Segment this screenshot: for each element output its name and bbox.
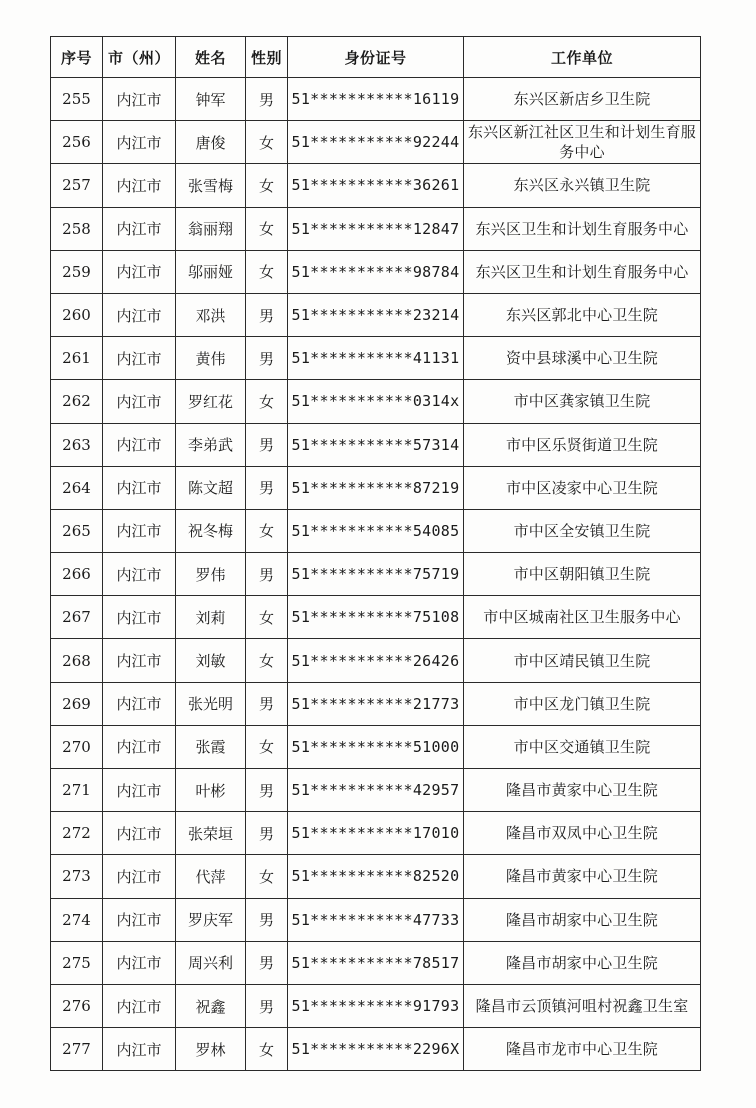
cell-city: 内江市 [103, 466, 176, 509]
cell-sex: 男 [246, 553, 288, 596]
cell-sex: 男 [246, 78, 288, 121]
cell-sex: 女 [246, 509, 288, 552]
table-row [51, 941, 701, 984]
cell-name: 张霞 [176, 725, 246, 768]
cell-work-unit: 市中区靖民镇卫生院 [464, 639, 701, 682]
cell-city: 内江市 [103, 553, 176, 596]
cell-no: 257 [51, 164, 103, 207]
cell-city: 内江市 [103, 250, 176, 293]
cell-sex: 女 [246, 596, 288, 639]
cell-name: 罗庆军 [176, 898, 246, 941]
cell-city: 内江市 [103, 769, 176, 812]
cell-city: 内江市 [103, 812, 176, 855]
cell-no: 256 [51, 121, 103, 164]
cell-no: 277 [51, 1028, 103, 1071]
cell-no: 261 [51, 337, 103, 380]
table-row [51, 509, 701, 552]
cell-id-number: 51***********47733 [288, 898, 464, 941]
cell-no: 262 [51, 380, 103, 423]
cell-city: 内江市 [103, 855, 176, 898]
cell-id-number: 51***********57314 [288, 423, 464, 466]
cell-no: 275 [51, 941, 103, 984]
cell-city: 内江市 [103, 337, 176, 380]
cell-city: 内江市 [103, 1028, 176, 1071]
cell-name: 黄伟 [176, 337, 246, 380]
cell-work-unit: 隆昌市云顶镇河咀村祝鑫卫生室 [464, 984, 701, 1027]
table-row [51, 639, 701, 682]
cell-id-number: 51***********12847 [288, 207, 464, 250]
cell-work-unit: 隆昌市龙市中心卫生院 [464, 1028, 701, 1071]
cell-sex: 男 [246, 769, 288, 812]
cell-work-unit: 隆昌市胡家中心卫生院 [464, 898, 701, 941]
cell-name: 刘莉 [176, 596, 246, 639]
cell-no: 266 [51, 553, 103, 596]
table-row [51, 855, 701, 898]
cell-name: 翁丽翔 [176, 207, 246, 250]
table-row [51, 769, 701, 812]
table-row [51, 293, 701, 336]
cell-no: 263 [51, 423, 103, 466]
cell-id-number: 51***********42957 [288, 769, 464, 812]
cell-no: 271 [51, 769, 103, 812]
cell-work-unit: 隆昌市双凤中心卫生院 [464, 812, 701, 855]
cell-work-unit: 隆昌市胡家中心卫生院 [464, 941, 701, 984]
cell-work-unit: 东兴区新店乡卫生院 [464, 78, 701, 121]
cell-sex: 男 [246, 898, 288, 941]
cell-work-unit: 东兴区永兴镇卫生院 [464, 164, 701, 207]
cell-work-unit: 市中区城南社区卫生服务中心 [464, 596, 701, 639]
table-row [51, 164, 701, 207]
table-row [51, 337, 701, 380]
cell-sex: 男 [246, 941, 288, 984]
cell-work-unit: 东兴区卫生和计划生育服务中心 [464, 207, 701, 250]
header-sex: 性别 [246, 37, 288, 78]
cell-name: 祝冬梅 [176, 509, 246, 552]
header-unit: 工作单位 [464, 37, 701, 78]
cell-sex: 女 [246, 207, 288, 250]
cell-city: 内江市 [103, 293, 176, 336]
cell-name: 周兴利 [176, 941, 246, 984]
table-row [51, 898, 701, 941]
cell-id-number: 51***********2296X [288, 1028, 464, 1071]
cell-no: 276 [51, 984, 103, 1027]
table-row [51, 380, 701, 423]
cell-city: 内江市 [103, 423, 176, 466]
cell-no: 273 [51, 855, 103, 898]
table-row [51, 553, 701, 596]
cell-city: 内江市 [103, 509, 176, 552]
cell-id-number: 51***********36261 [288, 164, 464, 207]
cell-city: 内江市 [103, 164, 176, 207]
cell-no: 272 [51, 812, 103, 855]
cell-no: 269 [51, 682, 103, 725]
cell-id-number: 51***********21773 [288, 682, 464, 725]
cell-no: 258 [51, 207, 103, 250]
cell-no: 260 [51, 293, 103, 336]
cell-city: 内江市 [103, 78, 176, 121]
cell-sex: 男 [246, 984, 288, 1027]
cell-id-number: 51***********82520 [288, 855, 464, 898]
cell-work-unit: 市中区凌家中心卫生院 [464, 466, 701, 509]
cell-work-unit: 东兴区卫生和计划生育服务中心 [464, 250, 701, 293]
cell-work-unit: 市中区交通镇卫生院 [464, 725, 701, 768]
cell-no: 268 [51, 639, 103, 682]
cell-city: 内江市 [103, 682, 176, 725]
personnel-table [50, 36, 701, 1071]
table-row [51, 812, 701, 855]
cell-sex: 女 [246, 164, 288, 207]
cell-name: 罗红花 [176, 380, 246, 423]
cell-city: 内江市 [103, 639, 176, 682]
cell-no: 259 [51, 250, 103, 293]
table-row [51, 250, 701, 293]
cell-sex: 男 [246, 337, 288, 380]
cell-id-number: 51***********87219 [288, 466, 464, 509]
cell-city: 内江市 [103, 121, 176, 164]
cell-id-number: 51***********51000 [288, 725, 464, 768]
cell-id-number: 51***********17010 [288, 812, 464, 855]
table-row [51, 1028, 701, 1071]
cell-sex: 女 [246, 1028, 288, 1071]
cell-sex: 女 [246, 380, 288, 423]
cell-name: 陈文超 [176, 466, 246, 509]
cell-city: 内江市 [103, 380, 176, 423]
table-row [51, 78, 701, 121]
cell-work-unit: 市中区朝阳镇卫生院 [464, 553, 701, 596]
cell-city: 内江市 [103, 941, 176, 984]
cell-sex: 女 [246, 121, 288, 164]
cell-city: 内江市 [103, 207, 176, 250]
cell-city: 内江市 [103, 898, 176, 941]
cell-id-number: 51***********92244 [288, 121, 464, 164]
cell-sex: 男 [246, 293, 288, 336]
cell-work-unit: 隆昌市黄家中心卫生院 [464, 855, 701, 898]
cell-work-unit: 东兴区新江社区卫生和计划生育服务中心 [464, 121, 701, 164]
header-no: 序号 [51, 37, 103, 78]
table-header [51, 37, 701, 78]
cell-id-number: 51***********23214 [288, 293, 464, 336]
cell-name: 祝鑫 [176, 984, 246, 1027]
cell-work-unit: 市中区龙门镇卫生院 [464, 682, 701, 725]
cell-no: 267 [51, 596, 103, 639]
cell-no: 270 [51, 725, 103, 768]
cell-work-unit: 东兴区郭北中心卫生院 [464, 293, 701, 336]
cell-sex: 女 [246, 250, 288, 293]
cell-name: 张荣垣 [176, 812, 246, 855]
cell-sex: 女 [246, 855, 288, 898]
cell-work-unit: 隆昌市黄家中心卫生院 [464, 769, 701, 812]
cell-name: 罗伟 [176, 553, 246, 596]
table-row [51, 121, 701, 164]
table-row [51, 423, 701, 466]
cell-work-unit: 资中县球溪中心卫生院 [464, 337, 701, 380]
cell-id-number: 51***********91793 [288, 984, 464, 1027]
cell-sex: 女 [246, 639, 288, 682]
header-name: 姓名 [176, 37, 246, 78]
cell-id-number: 51***********78517 [288, 941, 464, 984]
table-row [51, 466, 701, 509]
cell-name: 邓洪 [176, 293, 246, 336]
header-city: 市（州） [103, 37, 176, 78]
cell-no: 274 [51, 898, 103, 941]
cell-id-number: 51***********54085 [288, 509, 464, 552]
cell-no: 265 [51, 509, 103, 552]
cell-name: 钟军 [176, 78, 246, 121]
table-row [51, 596, 701, 639]
cell-work-unit: 市中区龚家镇卫生院 [464, 380, 701, 423]
cell-name: 唐俊 [176, 121, 246, 164]
header-row [51, 37, 701, 78]
cell-name: 邬丽娅 [176, 250, 246, 293]
cell-name: 刘敏 [176, 639, 246, 682]
table-row [51, 725, 701, 768]
cell-id-number: 51***********16119 [288, 78, 464, 121]
cell-no: 264 [51, 466, 103, 509]
cell-sex: 男 [246, 682, 288, 725]
cell-name: 罗林 [176, 1028, 246, 1071]
cell-sex: 男 [246, 466, 288, 509]
cell-name: 叶彬 [176, 769, 246, 812]
table-row [51, 682, 701, 725]
cell-name: 李弟武 [176, 423, 246, 466]
cell-sex: 男 [246, 423, 288, 466]
cell-id-number: 51***********0314x [288, 380, 464, 423]
cell-id-number: 51***********98784 [288, 250, 464, 293]
cell-work-unit: 市中区全安镇卫生院 [464, 509, 701, 552]
cell-name: 张雪梅 [176, 164, 246, 207]
cell-id-number: 51***********75108 [288, 596, 464, 639]
cell-id-number: 51***********26426 [288, 639, 464, 682]
cell-id-number: 51***********75719 [288, 553, 464, 596]
cell-id-number: 51***********41131 [288, 337, 464, 380]
header-id: 身份证号 [288, 37, 464, 78]
cell-name: 张光明 [176, 682, 246, 725]
cell-city: 内江市 [103, 725, 176, 768]
cell-work-unit: 市中区乐贤街道卫生院 [464, 423, 701, 466]
cell-sex: 女 [246, 725, 288, 768]
cell-city: 内江市 [103, 984, 176, 1027]
cell-city: 内江市 [103, 596, 176, 639]
cell-sex: 男 [246, 812, 288, 855]
table-row [51, 207, 701, 250]
cell-no: 255 [51, 78, 103, 121]
table-body [51, 78, 701, 1071]
cell-name: 代萍 [176, 855, 246, 898]
table-row [51, 984, 701, 1027]
